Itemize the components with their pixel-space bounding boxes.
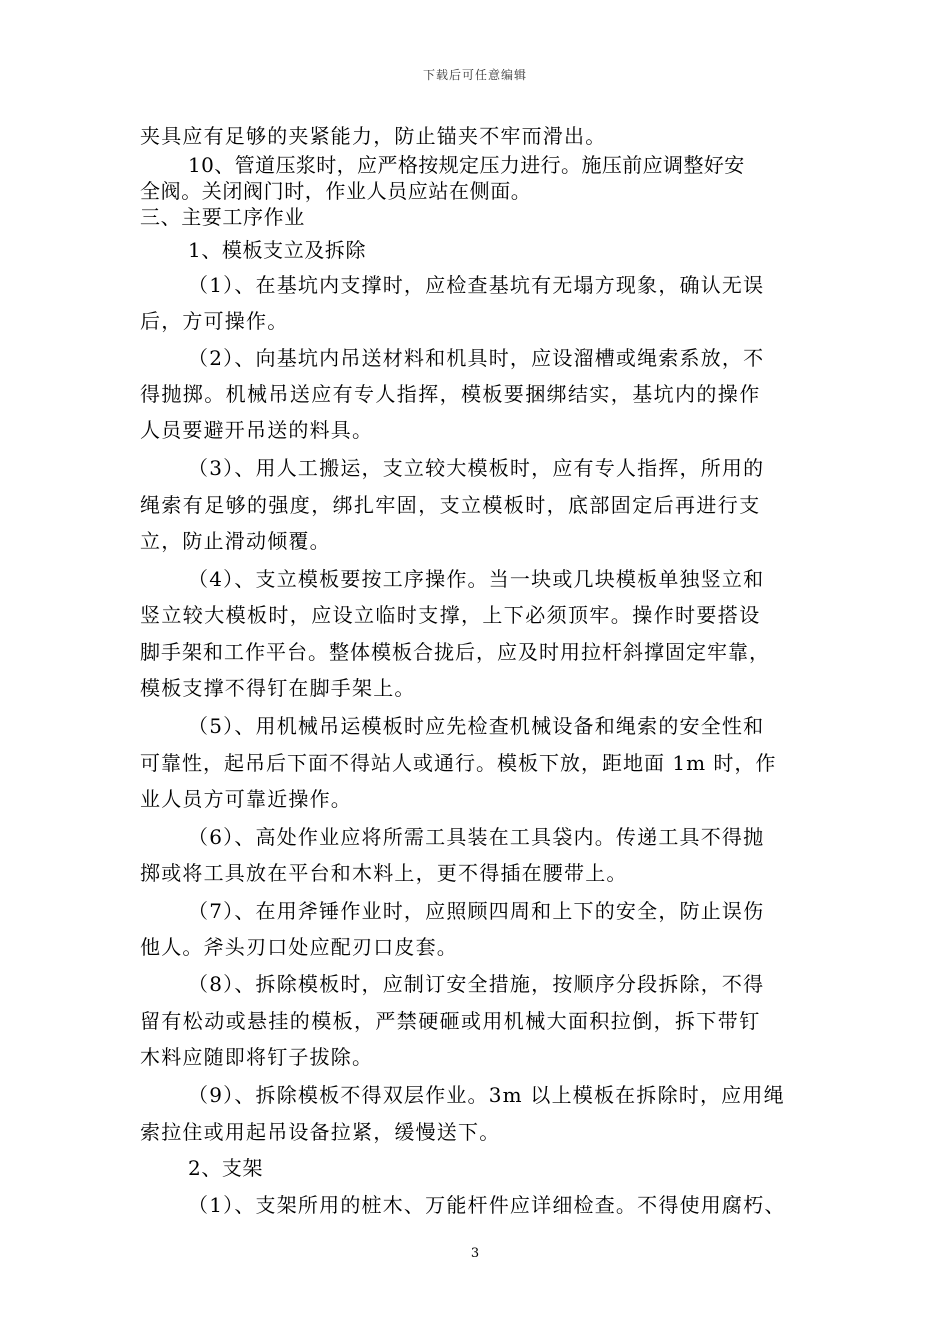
text-line: 夹具应有足够的夹紧能力，防止锚夹不牢而滑出。 xyxy=(140,124,607,148)
text-line: 立，防止滑动倾覆。 xyxy=(140,529,331,553)
text-line: （9）、拆除模板不得双层作业。3m 以上模板在拆除时，应用绳 xyxy=(188,1083,785,1107)
text-line: （4）、支立模板要按工序操作。当一块或几块模板单独竖立和 xyxy=(188,567,765,591)
text-line: 脚手架和工作平台。整体模板合拢后，应及时用拉杆斜撑固定牢靠， xyxy=(140,640,770,664)
text-line: （1）、在基坑内支撑时，应检查基坑有无塌方现象，确认无误 xyxy=(188,273,765,297)
page-header: 下载后可任意编辑 xyxy=(422,68,527,82)
text-line: 竖立较大模板时，应设立临时支撑，上下必须顶牢。操作时要搭设 xyxy=(140,603,761,627)
text-line: 后，方可操作。 xyxy=(140,309,289,333)
text-line: （3）、用人工搬运，支立较大模板时，应有专人指挥，所用的 xyxy=(188,456,765,480)
subsection-heading: 2、支架 xyxy=(188,1156,264,1180)
text-line: 模板支撑不得钉在脚手架上。 xyxy=(140,676,416,700)
text-line: （8）、拆除模板时，应制订安全措施，按顺序分段拆除，不得 xyxy=(188,972,765,996)
section-heading: 三、主要工序作业 xyxy=(140,205,305,229)
text-line: （5）、用机械吊运模板时应先检查机械设备和绳索的安全性和 xyxy=(188,714,765,738)
text-line: 全阀。关闭阀门时，作业人员应站在侧面。 xyxy=(140,179,532,203)
text-line: 业人员方可靠近操作。 xyxy=(140,787,352,811)
text-line: 木料应随即将钉子拔除。 xyxy=(140,1045,374,1069)
text-line: （7）、在用斧锤作业时，应照顾四周和上下的安全，防止误伤 xyxy=(188,899,765,923)
text-line: 10、管道压浆时，应严格按规定压力进行。施压前应调整好安 xyxy=(188,153,745,177)
text-line: 可靠性，起吊后下面不得站人或通行。模板下放，距地面 1m 时，作 xyxy=(140,751,777,775)
text-line: 人员要避开吊送的料具。 xyxy=(140,418,374,442)
text-line: 掷或将工具放在平台和木料上，更不得插在腰带上。 xyxy=(140,861,628,885)
subsection-heading: 1、模板支立及拆除 xyxy=(188,238,367,262)
text-line: 留有松动或悬挂的模板，严禁硬砸或用机械大面积拉倒，拆下带钉 xyxy=(140,1009,761,1033)
text-line: 得抛掷。机械吊送应有专人指挥，模板要捆绑结实，基坑内的操作 xyxy=(140,382,761,406)
text-line: 他人。斧头刃口处应配刃口皮套。 xyxy=(140,935,458,959)
text-line: （1）、支架所用的桩木、万能杆件应详细检查。不得使用腐朽、 xyxy=(188,1193,786,1217)
text-line: 绳索有足够的强度，绑扎牢固，支立模板时，底部固定后再进行支 xyxy=(140,493,761,517)
text-line: （2）、向基坑内吊送材料和机具时，应设溜槽或绳索系放，不 xyxy=(188,346,765,370)
text-line: 索拉住或用起吊设备拉紧，缓慢送下。 xyxy=(140,1120,501,1144)
page-number: 3 xyxy=(470,1246,480,1261)
text-line: （6）、高处作业应将所需工具装在工具袋内。传递工具不得抛 xyxy=(188,825,765,849)
